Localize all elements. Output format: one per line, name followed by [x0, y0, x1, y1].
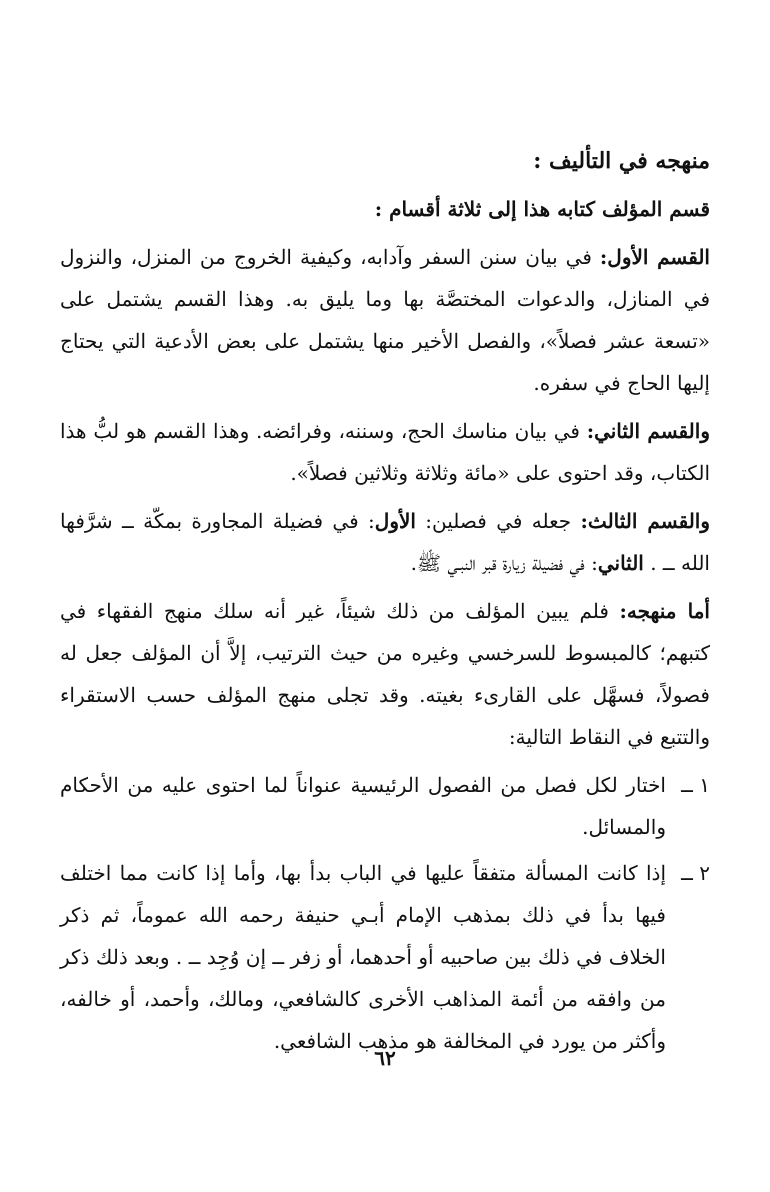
- paragraph-method: [60, 590, 710, 758]
- section-2-label: والقسم الثاني:: [586, 419, 710, 443]
- section-3-first-label: الأول: [374, 509, 416, 533]
- section-2-text: في بيان مناسك الحج، وسننه، وفرائضه. وهذا القسم هو لبُّ هذا الكتاب، وقد احتوى على «مائة وثلاثة وثلاثين فصلاً».: [60, 419, 710, 485]
- list-item: [60, 764, 710, 848]
- section-3-text-c: : في فضيلة زيارة قبر النبـي ﷺ.: [410, 551, 598, 575]
- list-item-number: ١ ــ: [681, 773, 710, 797]
- method-text: فلم يبين المؤلف من ذلك شيئاً، غير أنه سلك منهج الفقهاء في كتبهم؛ كالمبسوط للسرخسي وغيره من حيث الترتيب، إلاَّ أن المؤلف جعل له فصولاً، فسهَّل على القارىء بغيته. وقد تجلى منهج المؤلف حسب الاستقراء والتتبع في النقاط التالية:: [60, 599, 710, 749]
- section-3-second-label: الثاني: [597, 551, 644, 575]
- list-item-number: ٢ ــ: [681, 861, 710, 885]
- method-label: أما منهجه:: [619, 599, 710, 623]
- paragraph-section-2: [60, 410, 710, 494]
- section-heading: منهجه في التأليف :: [533, 148, 710, 174]
- list-item: [60, 852, 710, 1062]
- section-3-text-b: : في فضيلة المجاورة بمكّة ــ شرَّفها الله ــ .: [60, 509, 710, 575]
- page-body: [60, 140, 710, 1066]
- section-subheading: قسم المؤلف كتابه هذا إلى ثلاثة أقسام :: [374, 197, 710, 221]
- section-3-label: والقسم الثالث:: [580, 509, 710, 533]
- page-number: ٦٢: [374, 1046, 396, 1070]
- section-3-text-a: جعله في فصلين:: [415, 509, 581, 533]
- paragraph-section-3: [60, 500, 710, 584]
- paragraph-section-1: [60, 236, 710, 404]
- section-1-text: في بيان سنن السفر وآدابه، وكيفية الخروج من المنزل، والنزول في المنازل، والدعوات المختصَّة بها وما يليق به. وهذا القسم يشتمل على «تسعة عشر فصلاً»، والفصل الأخير منها يشتمل على بعض الأدعية التي يحتاج إليها الحاج في سفره.: [60, 245, 710, 395]
- section-1-label: القسم الأول:: [599, 245, 710, 269]
- list-item-text: اختار لكل فصل من الفصول الرئيسية عنواناً لما احتوى عليه من الأحكام والمسائل.: [60, 773, 666, 839]
- list-item-text: إذا كانت المسألة متفقاً عليها في الباب بدأ بها، وأما إذا كانت مما اختلف فيها بدأ في ذلك بمذهب الإمام أبـي حنيفة رحمه الله عموماً، ثم ذكر الخلاف في ذلك بين صاحبيه أو أحدهما، أو زفر ــ إن وُجِد ــ . وبعد ذلك ذكر من وافقه من أئمة المذاهب الأخرى كالشافعي، ومالك، وأحمد، أو خالفه، وأكثر من يورد في المخالفة هو مذهب الشافعي.: [60, 861, 666, 1053]
